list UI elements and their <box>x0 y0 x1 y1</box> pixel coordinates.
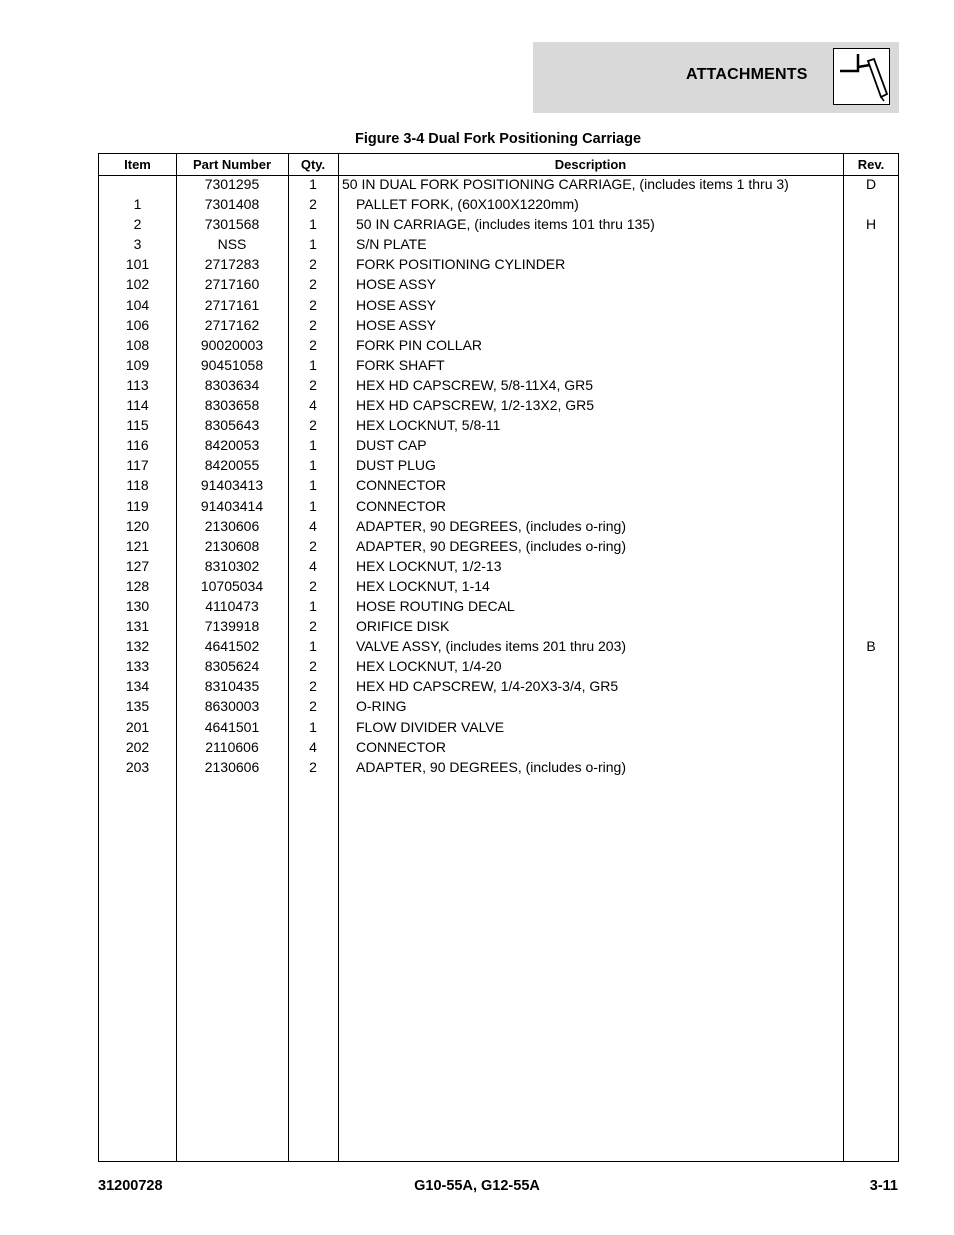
cell-item: 132 <box>125 638 150 655</box>
cell-description: CONNECTOR <box>356 497 446 514</box>
cell-item: 104 <box>125 296 150 313</box>
column-header-rev: Rev. <box>857 157 885 172</box>
footer-doc-number: 31200728 <box>98 1178 163 1194</box>
cell-item: 131 <box>125 618 150 635</box>
footer-page-number: 3-11 <box>869 1178 898 1194</box>
cell-part-number: 8630003 <box>204 698 260 715</box>
cell-qty: 2 <box>309 678 317 695</box>
cell-item: 128 <box>125 577 150 594</box>
cell-qty: 2 <box>309 196 317 213</box>
cell-part-number: 8420055 <box>204 457 260 474</box>
cell-qty: 2 <box>309 698 317 715</box>
cell-qty: 1 <box>309 718 317 735</box>
cell-item: 127 <box>125 557 150 574</box>
cell-part-number: 2130606 <box>204 758 260 775</box>
cell-item: 133 <box>125 658 150 675</box>
cell-item: 118 <box>126 477 149 494</box>
cell-item: 106 <box>125 316 150 333</box>
cell-item: 203 <box>125 758 150 775</box>
table-row <box>99 275 898 295</box>
cell-item: 102 <box>125 276 150 293</box>
cell-part-number: 8303634 <box>204 376 260 393</box>
cell-qty: 2 <box>309 577 317 594</box>
cell-rev: B <box>866 638 876 655</box>
cell-description: FLOW DIVIDER VALVE <box>356 718 505 735</box>
cell-item: 130 <box>125 597 150 614</box>
table-row <box>99 657 898 677</box>
cell-rev: D <box>865 176 877 192</box>
cell-part-number: 90451058 <box>200 356 264 373</box>
fork-attachment-icon <box>833 48 890 105</box>
cell-part-number: 7301295 <box>204 176 260 192</box>
cell-description: HEX LOCKNUT, 1/2-13 <box>356 557 502 574</box>
table-row <box>99 537 898 557</box>
cell-qty: 2 <box>309 296 317 313</box>
cell-part-number: 2717161 <box>204 296 260 313</box>
cell-description: HEX HD CAPSCREW, 1/4-20X3-3/4, GR5 <box>356 678 619 695</box>
cell-item: 113 <box>126 376 149 393</box>
table-row <box>99 637 898 657</box>
cell-description: FORK POSITIONING CYLINDER <box>356 256 566 273</box>
table-row <box>99 476 898 496</box>
cell-qty: 2 <box>309 316 317 333</box>
cell-part-number: 8305643 <box>204 417 260 434</box>
table-row <box>99 376 898 396</box>
cell-description: ADAPTER, 90 DEGREES, (includes o-ring) <box>356 758 626 775</box>
table-row <box>99 195 898 215</box>
cell-description: S/N PLATE <box>356 236 427 253</box>
table-row <box>99 456 898 476</box>
cell-part-number: 8310435 <box>204 678 260 695</box>
table-row <box>99 497 898 517</box>
table-body <box>99 175 898 778</box>
table-row <box>99 557 898 577</box>
column-header-description: Description <box>554 157 627 172</box>
cell-description: O-RING <box>356 698 407 715</box>
cell-qty: 4 <box>309 397 317 414</box>
cell-item: 115 <box>126 417 149 434</box>
table-row <box>99 215 898 235</box>
table-row <box>99 697 898 717</box>
cell-item: 116 <box>126 437 149 454</box>
cell-qty: 1 <box>309 356 317 373</box>
cell-part-number: 8310302 <box>204 557 260 574</box>
cell-description: HEX HD CAPSCREW, 1/2-13X2, GR5 <box>356 397 595 414</box>
cell-item: 119 <box>126 497 149 514</box>
cell-qty: 2 <box>309 618 317 635</box>
cell-part-number: 2130608 <box>204 537 260 554</box>
cell-qty: 1 <box>309 216 317 233</box>
cell-description: HOSE ASSY <box>356 296 437 313</box>
cell-part-number: 2717160 <box>204 276 260 293</box>
cell-qty: 1 <box>309 236 317 253</box>
cell-part-number: 7301408 <box>204 196 260 213</box>
cell-item: 109 <box>125 356 150 373</box>
cell-description: FORK PIN COLLAR <box>356 336 483 353</box>
cell-item: 120 <box>125 517 150 534</box>
section-title: ATTACHMENTS <box>686 66 808 83</box>
cell-part-number: 91403414 <box>200 497 264 514</box>
cell-description: ADAPTER, 90 DEGREES, (includes o-ring) <box>356 517 626 534</box>
table-row <box>99 175 898 195</box>
table-row <box>99 738 898 758</box>
cell-qty: 2 <box>309 537 317 554</box>
cell-description: DUST CAP <box>356 437 427 454</box>
cell-item: 121 <box>125 537 150 554</box>
cell-item: 202 <box>125 738 150 755</box>
table-row <box>99 617 898 637</box>
cell-qty: 1 <box>309 437 317 454</box>
cell-part-number: 2717162 <box>204 316 260 333</box>
cell-description: FORK SHAFT <box>356 356 445 373</box>
column-header-part-number: Part Number <box>192 157 272 172</box>
figure-title: Figure 3-4 Dual Fork Positioning Carriage <box>354 131 642 147</box>
cell-qty: 2 <box>309 758 317 775</box>
cell-part-number: 10705034 <box>200 577 264 594</box>
cell-description: HEX LOCKNUT, 1-14 <box>356 577 490 594</box>
table-row <box>99 255 898 275</box>
table-row <box>99 416 898 436</box>
parts-table <box>98 153 899 1162</box>
footer-models: G10-55A, G12-55A <box>414 1178 540 1194</box>
table-row <box>99 336 898 356</box>
cell-qty: 4 <box>309 517 317 534</box>
cell-description: 50 IN DUAL FORK POSITIONING CARRIAGE, (includes items 1 thru 3) <box>342 176 789 192</box>
table-row <box>99 296 898 316</box>
cell-qty: 2 <box>309 256 317 273</box>
cell-qty: 1 <box>309 477 317 494</box>
cell-part-number: 7301568 <box>204 216 260 233</box>
cell-description: CONNECTOR <box>356 477 446 494</box>
cell-item: 134 <box>125 678 150 695</box>
cell-qty: 2 <box>309 658 317 675</box>
cell-description: HOSE ASSY <box>356 316 437 333</box>
cell-item: 135 <box>125 698 150 715</box>
table-row <box>99 597 898 617</box>
cell-qty: 1 <box>309 497 317 514</box>
table-row <box>99 396 898 416</box>
cell-qty: 1 <box>309 176 317 192</box>
cell-item: 114 <box>126 397 149 414</box>
cell-qty: 2 <box>309 276 317 293</box>
cell-qty: 2 <box>309 336 317 353</box>
table-row <box>99 758 898 778</box>
cell-part-number: 4110473 <box>205 597 259 614</box>
table-row <box>99 235 898 255</box>
cell-part-number: 90020003 <box>200 336 264 353</box>
cell-part-number: 2717283 <box>204 256 260 273</box>
cell-description: ORIFICE DISK <box>356 618 450 635</box>
cell-part-number: 4641501 <box>204 718 260 735</box>
cell-description: CONNECTOR <box>356 738 446 755</box>
cell-part-number: 4641502 <box>204 638 260 655</box>
cell-item: 108 <box>125 336 150 353</box>
table-row <box>99 517 898 537</box>
cell-qty: 1 <box>309 457 317 474</box>
table-row <box>99 436 898 456</box>
cell-description: HEX LOCKNUT, 5/8-11 <box>356 417 501 434</box>
cell-item: 201 <box>125 718 150 735</box>
cell-part-number: 2110606 <box>205 738 259 755</box>
cell-part-number: NSS <box>217 236 247 253</box>
cell-item: 1 <box>133 196 142 213</box>
cell-description: VALVE ASSY, (includes items 201 thru 203) <box>356 638 627 655</box>
cell-description: 50 IN CARRIAGE, (includes items 101 thru 135) <box>356 216 655 233</box>
cell-description: HOSE ROUTING DECAL <box>356 597 515 614</box>
cell-part-number: 91403413 <box>200 477 264 494</box>
cell-part-number: 8420053 <box>204 437 260 454</box>
cell-description: HEX LOCKNUT, 1/4-20 <box>356 658 502 675</box>
column-header-qty: Qty. <box>300 157 326 172</box>
cell-qty: 2 <box>309 376 317 393</box>
cell-part-number: 8303658 <box>204 397 260 414</box>
cell-rev: H <box>865 216 877 233</box>
cell-item: 2 <box>133 216 142 233</box>
cell-description: ADAPTER, 90 DEGREES, (includes o-ring) <box>356 537 626 554</box>
cell-qty: 1 <box>309 638 317 655</box>
table-row <box>99 677 898 697</box>
cell-description: HEX HD CAPSCREW, 5/8-11X4, GR5 <box>356 376 594 393</box>
cell-qty: 4 <box>309 557 317 574</box>
table-row <box>99 718 898 738</box>
cell-qty: 2 <box>309 417 317 434</box>
table-row <box>99 577 898 597</box>
cell-item: 101 <box>125 256 150 273</box>
cell-description: HOSE ASSY <box>356 276 437 293</box>
cell-item: 117 <box>126 457 149 474</box>
cell-part-number: 8305624 <box>204 658 260 675</box>
cell-part-number: 7139918 <box>204 618 260 635</box>
table-row <box>99 316 898 336</box>
cell-item: 3 <box>133 236 142 253</box>
cell-part-number: 2130606 <box>204 517 260 534</box>
cell-qty: 1 <box>309 597 317 614</box>
table-row <box>99 356 898 376</box>
cell-qty: 4 <box>309 738 317 755</box>
cell-description: PALLET FORK, (60X100X1220mm) <box>356 196 579 213</box>
column-header-item: Item <box>124 157 151 172</box>
cell-description: DUST PLUG <box>356 457 436 474</box>
